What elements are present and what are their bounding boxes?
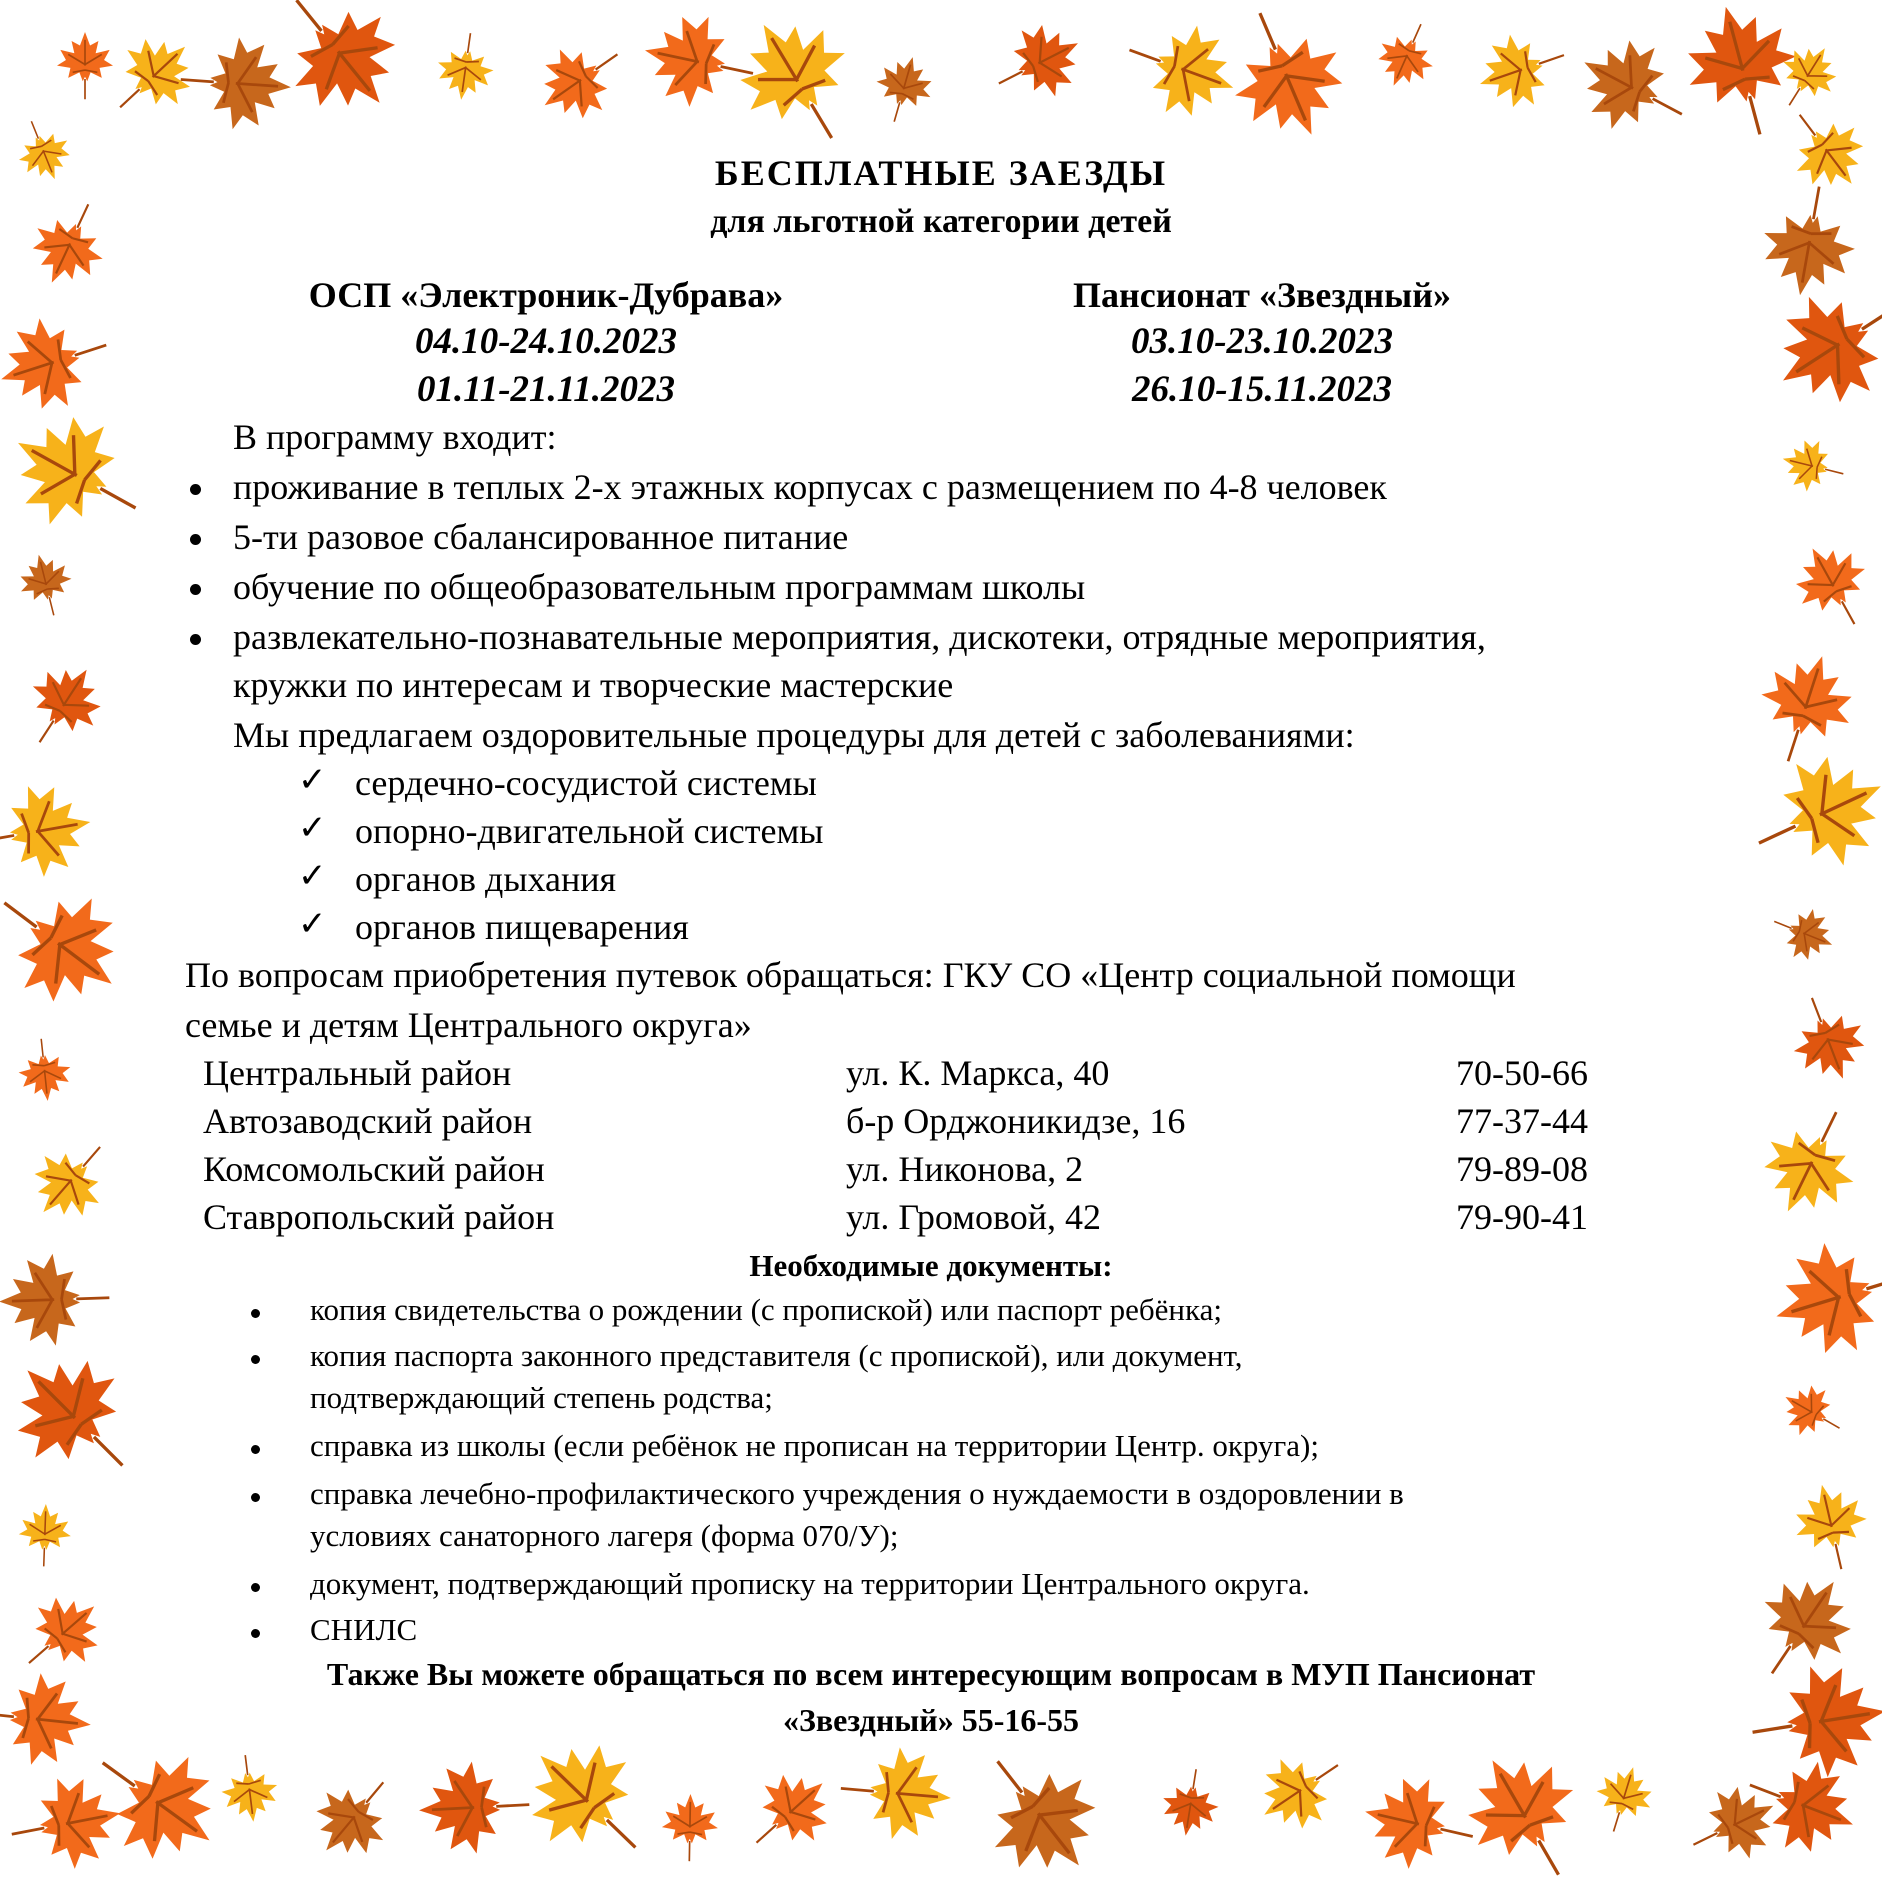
- page-subtitle: для льготной категории детей: [710, 203, 1172, 240]
- office-phone: 79-90-41: [1456, 1197, 1588, 1237]
- footer-line-2: «Звездный» 55-16-55: [782, 1702, 1079, 1738]
- office-phone: 70-50-66: [1456, 1053, 1588, 1093]
- office-address: ул. Громовой, 42: [846, 1197, 1102, 1237]
- list-item: 5-ти разовое сбалансированное питание: [233, 517, 849, 557]
- contact-intro-line-1: По вопросам приобретения путевок обращаться: ГКУ СО «Центр социальной помощи: [185, 955, 1516, 995]
- footer-line-1: Также Вы можете обращаться по всем интересующим вопросам в МУП Пансионат: [326, 1656, 1536, 1692]
- check-item: ✓ органов пищеварения: [355, 906, 689, 948]
- venue-name-zvezdny: Пансионат «Звездный»: [1073, 275, 1451, 315]
- venue-date-dubrava-2: 01.11-21.11.2023: [417, 369, 675, 410]
- office-district: Ставропольский район: [203, 1197, 555, 1237]
- document-item-continuation: условиях санаторного лагеря (форма 070/У);: [310, 1518, 899, 1553]
- venue-date-zvezdny-1: 03.10-23.10.2023: [1130, 321, 1394, 362]
- check-item: ✓ опорно-двигательной системы: [355, 810, 823, 852]
- document-item: копия свидетельства о рождении (с пропиской) или паспорт ребёнка;: [310, 1292, 1222, 1327]
- documents-title: Необходимые документы:: [749, 1248, 1113, 1283]
- check-item: ✓ органов дыхания: [355, 858, 616, 900]
- venue-date-zvezdny-2: 26.10-15.11.2023: [1131, 369, 1393, 410]
- list-item: проживание в теплых 2-х этажных корпусах с размещением по 4-8 человек: [233, 467, 1387, 507]
- program-intro: В программу входит:: [233, 417, 557, 457]
- office-district: Комсомольский район: [203, 1149, 545, 1189]
- office-address: ул. Никонова, 2: [846, 1149, 1084, 1189]
- document-item: справка лечебно-профилактического учреждения о нуждаемости в оздоровлении в: [310, 1476, 1404, 1511]
- list-item: развлекательно-познавательные мероприятия, дискотеки, отрядные мероприятия,: [233, 617, 1486, 657]
- venue-name-dubrava: ОСП «Электроник-Дубрава»: [308, 275, 784, 315]
- procedures-intro: Мы предлагаем оздоровительные процедуры для детей с заболеваниями:: [233, 715, 1355, 755]
- office-district: Центральный район: [203, 1053, 512, 1093]
- document-item: копия паспорта законного представителя (с пропиской), или документ,: [310, 1338, 1243, 1373]
- office-phone: 77-37-44: [1456, 1101, 1588, 1141]
- document-item: СНИЛС: [310, 1612, 418, 1647]
- check-item: ✓ сердечно-сосудистой системы: [355, 762, 817, 804]
- document-item: справка из школы (если ребёнок не прописан на территории Центр. округа);: [310, 1428, 1319, 1463]
- document-item: документ, подтверждающий прописку на территории Центрального округа.: [310, 1566, 1310, 1601]
- list-item: обучение по общеобразовательным программам школы: [233, 567, 1086, 607]
- contact-intro-line-2: семье и детям Центрального округа»: [185, 1005, 752, 1045]
- page-title: БЕСПЛАТНЫЕ ЗАЕЗДЫ: [714, 153, 1168, 193]
- office-phone: 79-89-08: [1456, 1149, 1588, 1189]
- list-item-continuation: кружки по интересам и творческие мастерские: [233, 665, 954, 705]
- office-address: б-р Орджоникидзе, 16: [846, 1101, 1186, 1141]
- document-item-continuation: подтверждающий степень родства;: [310, 1380, 773, 1415]
- office-district: Автозаводский район: [203, 1101, 533, 1141]
- venue-date-dubrava-1: 04.10-24.10.2023: [414, 321, 678, 362]
- office-address: ул. К. Маркса, 40: [846, 1053, 1110, 1093]
